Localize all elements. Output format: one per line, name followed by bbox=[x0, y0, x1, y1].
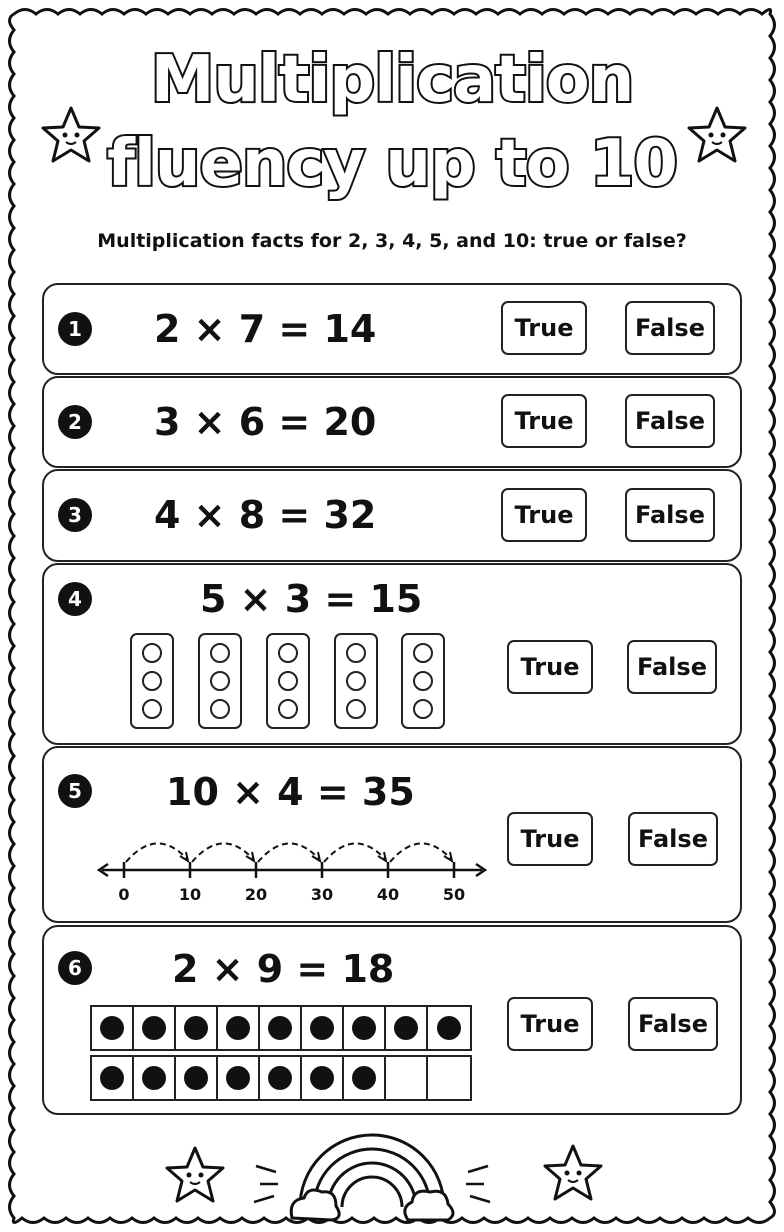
counter-dot bbox=[352, 1066, 376, 1090]
counter-dot bbox=[310, 1066, 334, 1090]
question-card-2 bbox=[42, 376, 742, 468]
true-button[interactable]: True bbox=[501, 394, 587, 448]
number-line-label: 40 bbox=[376, 885, 400, 904]
cube-train bbox=[198, 633, 242, 729]
counter-dot bbox=[268, 1016, 292, 1040]
star-icon bbox=[538, 1138, 608, 1206]
question-card-4 bbox=[42, 563, 742, 745]
title-line-2: fluency up to 10 bbox=[107, 127, 677, 201]
question-number-badge: 3 bbox=[58, 498, 92, 532]
ten-frame-cell bbox=[92, 1057, 134, 1099]
counter-dot bbox=[226, 1066, 250, 1090]
ten-frame-cell bbox=[428, 1007, 470, 1049]
counter-dot bbox=[310, 1016, 334, 1040]
title-line-1: Multiplication bbox=[150, 43, 634, 117]
number-line-label: 0 bbox=[118, 885, 130, 904]
ten-frame-cell bbox=[344, 1057, 386, 1099]
number-line-label: 10 bbox=[178, 885, 202, 904]
question-card-1 bbox=[42, 283, 742, 375]
true-button[interactable]: True bbox=[507, 997, 593, 1051]
ten-frame-cell bbox=[218, 1057, 260, 1099]
jump-arc bbox=[258, 843, 320, 862]
counter-dot bbox=[226, 1016, 250, 1040]
counter-dot bbox=[437, 1016, 461, 1040]
ten-frame-cell bbox=[92, 1007, 134, 1049]
ten-frame-cell bbox=[134, 1057, 176, 1099]
ten-frame-cell bbox=[260, 1007, 302, 1049]
cube-train bbox=[130, 633, 174, 729]
counter-dot bbox=[352, 1016, 376, 1040]
ten-frame-cell bbox=[386, 1057, 428, 1099]
counter-dot bbox=[142, 1016, 166, 1040]
instructions: Multiplication facts for 2, 3, 4, 5, and 10: true or false? bbox=[97, 230, 687, 252]
false-button[interactable]: False bbox=[625, 394, 715, 448]
number-line bbox=[96, 826, 490, 906]
true-button[interactable]: True bbox=[501, 488, 587, 542]
counter-dot bbox=[100, 1066, 124, 1090]
ten-frame-cell bbox=[302, 1007, 344, 1049]
ten-frame-cell bbox=[134, 1007, 176, 1049]
equation: 3 × 6 = 20 bbox=[154, 400, 377, 444]
equation: 10 × 4 = 35 bbox=[166, 770, 415, 814]
ten-frame-cell bbox=[344, 1007, 386, 1049]
ten-frame-cell bbox=[386, 1007, 428, 1049]
cube-train bbox=[334, 633, 378, 729]
false-button[interactable]: False bbox=[625, 488, 715, 542]
false-button[interactable]: False bbox=[625, 301, 715, 355]
ten-frame-cell bbox=[428, 1057, 470, 1099]
ten-frame-cell bbox=[176, 1057, 218, 1099]
ten-frame-row bbox=[90, 1055, 472, 1101]
rainbow-icon bbox=[252, 1122, 492, 1222]
counter-dot bbox=[268, 1066, 292, 1090]
counter-dot bbox=[184, 1016, 208, 1040]
jump-arc bbox=[126, 843, 188, 862]
question-number-badge: 1 bbox=[58, 312, 92, 346]
question-number-badge: 6 bbox=[58, 951, 92, 985]
question-card-3 bbox=[42, 469, 742, 562]
jump-arc bbox=[390, 843, 452, 862]
number-line-label: 20 bbox=[244, 885, 268, 904]
number-line-label: 30 bbox=[310, 885, 334, 904]
counter-dot bbox=[100, 1016, 124, 1040]
jump-arc bbox=[192, 843, 254, 862]
star-icon bbox=[160, 1140, 230, 1208]
cube-train bbox=[401, 633, 445, 729]
ten-frame-row bbox=[90, 1005, 472, 1051]
true-button[interactable]: True bbox=[501, 301, 587, 355]
jump-arc bbox=[324, 843, 386, 862]
number-line-label: 50 bbox=[442, 885, 466, 904]
equation: 4 × 8 = 32 bbox=[154, 493, 377, 537]
ten-frame-cell bbox=[176, 1007, 218, 1049]
counter-dot bbox=[394, 1016, 418, 1040]
true-button[interactable]: True bbox=[507, 640, 593, 694]
ten-frame-cell bbox=[218, 1007, 260, 1049]
equation: 2 × 9 = 18 bbox=[172, 947, 395, 991]
question-card-5 bbox=[42, 746, 742, 923]
ten-frame-cell bbox=[302, 1057, 344, 1099]
question-number-badge: 5 bbox=[58, 774, 92, 808]
counter-dot bbox=[142, 1066, 166, 1090]
question-number-badge: 2 bbox=[58, 405, 92, 439]
counter-dot bbox=[184, 1066, 208, 1090]
equation: 2 × 7 = 14 bbox=[154, 307, 377, 351]
cube-train bbox=[266, 633, 310, 729]
question-card-6 bbox=[42, 925, 742, 1115]
false-button[interactable]: False bbox=[627, 640, 717, 694]
question-number-badge: 4 bbox=[58, 582, 92, 616]
false-button[interactable]: False bbox=[628, 997, 718, 1051]
false-button[interactable]: False bbox=[628, 812, 718, 866]
ten-frame-cell bbox=[260, 1057, 302, 1099]
equation: 5 × 3 = 15 bbox=[200, 577, 423, 621]
true-button[interactable]: True bbox=[507, 812, 593, 866]
